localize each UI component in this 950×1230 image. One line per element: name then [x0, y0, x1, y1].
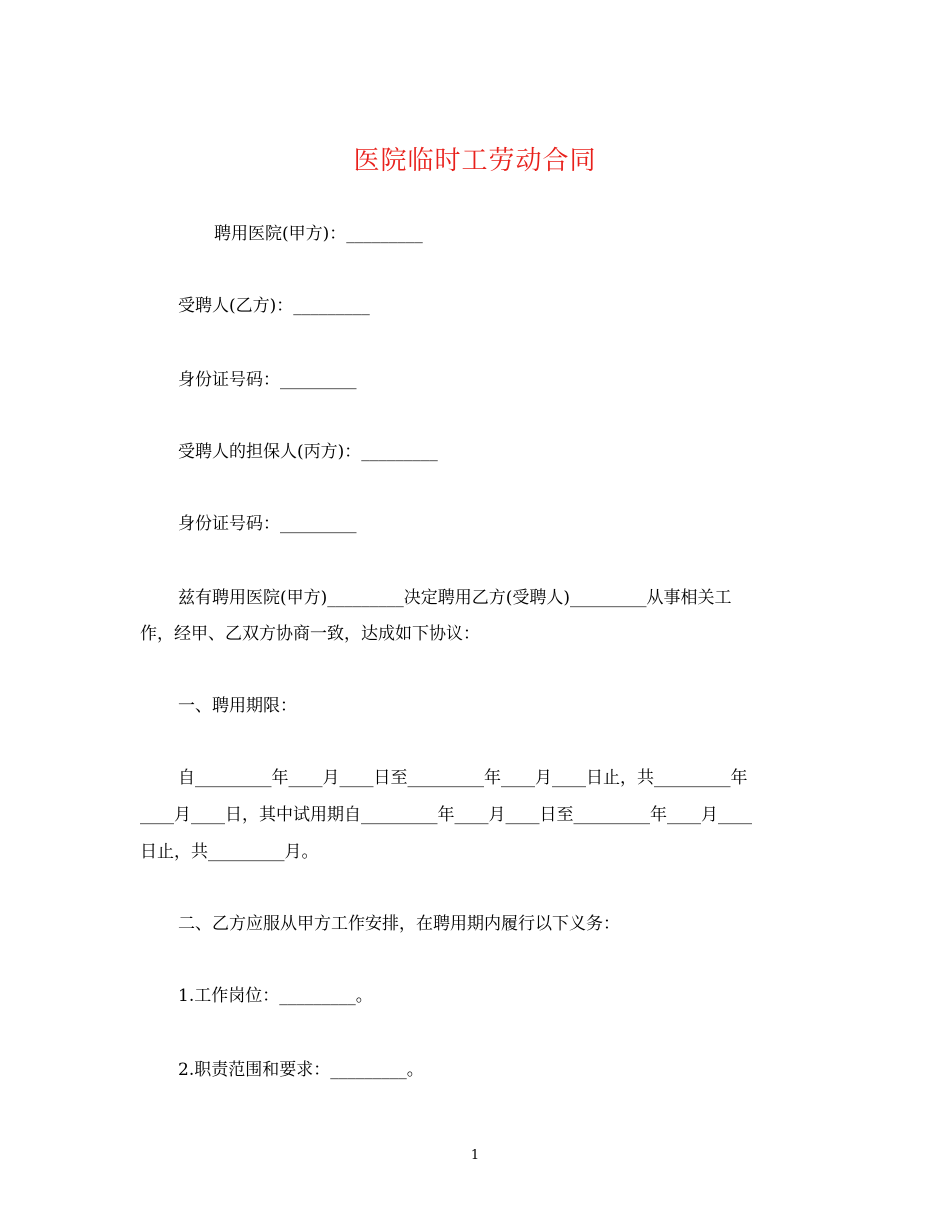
guarantor-id-field: 身份证号码：_________	[178, 514, 357, 534]
duty-item-1: 1.工作岗位：_________。	[178, 986, 373, 1006]
intro-paragraph-line-1: 兹有聘用医院(甲方)_________决定聘用乙方(受聘人)_________从事相关工	[178, 588, 732, 608]
employer-field: 聘用医院(甲方)：_________	[214, 224, 423, 244]
term-paragraph-line-3: 日止，共_________月。	[140, 842, 319, 862]
term-paragraph-line-2: ____月____日，其中试用期自_________年____月____日至_________年____月____	[140, 805, 752, 825]
intro-paragraph-line-2: 作，经甲、乙双方协商一致，达成如下协议：	[140, 624, 480, 644]
guarantor-field: 受聘人的担保人(丙方)：_________	[178, 442, 438, 462]
section-1-heading: 一、聘用期限：	[178, 696, 297, 716]
employee-field: 受聘人(乙方)：_________	[178, 296, 370, 316]
page-number: 1	[470, 1148, 480, 1163]
document-title: 医院临时工劳动合同	[353, 146, 597, 176]
term-paragraph-line-1: 自_________年____月____日至_________年____月____日止，共_________年	[178, 768, 748, 788]
section-2-heading: 二、乙方应服从甲方工作安排，在聘用期内履行以下义务：	[178, 914, 620, 934]
employee-id-field: 身份证号码：_________	[178, 370, 357, 390]
duty-item-2: 2.职责范围和要求：_________。	[178, 1060, 424, 1080]
